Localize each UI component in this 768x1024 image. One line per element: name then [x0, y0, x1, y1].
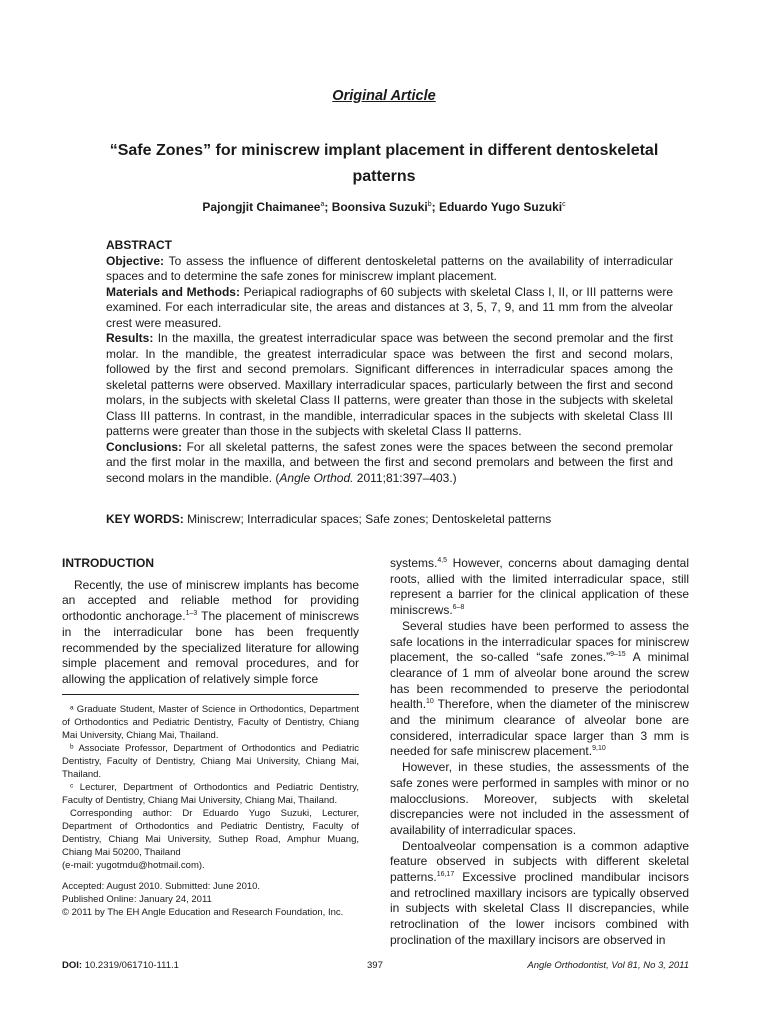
results-text: In the maxilla, the greatest interradicular space was between the second premolar and the first molar. In the mandible, the greatest interradicular space was between the first and second molars, followed by the first and second premolars. Significant differences in interradicular spaces among the skeletal patterns were observed. Maxillary interradicular spaces, particularly between the first and second molars, in the subjects with skeletal Class II patterns, were greater than those in the subjects with skeletal Class III patterns. In contrast, in the mandible, interradicular spaces in the subjects with skeletal Class III patterns were greater than those in the subjects with skeletal Class II patterns. — [106, 331, 673, 438]
abstract — [106, 238, 673, 486]
intro-text: Recently, the use of miniscrew implants has become an accepted and reliable method for providing orthodontic anchorage. — [62, 577, 359, 624]
author-affiliation-mark: c — [562, 201, 566, 208]
body-text: Dentoalveolar compensation is a common adaptive feature observed in subjects with different skeletal patterns. — [390, 838, 689, 885]
corresponding-email: (e-mail: yugotmdu@hotmail.com). — [62, 860, 205, 871]
body-paragraph — [390, 839, 689, 949]
body-paragraph — [390, 619, 689, 760]
left-column — [62, 556, 359, 688]
methods-label: Materials and Methods: — [106, 284, 240, 299]
methods-text: Periapical radiographs of 60 subjects with skeletal Class I, II, or III patterns were examined. For each interradicular site, the areas and distances at 3, 5, 7, 9, and 11 mm from the alveolar crest were measured. — [106, 284, 673, 330]
body-text: Excessive proclined mandibular incisors and retroclined maxillary incisors are typically observed in subjects with skeletal Class II discrepancies, while retroclination of the lower incisors combined with proclination of the maxillary incisors are observed in — [390, 870, 689, 947]
body-text: However, concerns about damaging dental roots, allied with the limited interradicular space, still represent a barrier for the clinical application of these miniscrews. — [390, 556, 689, 618]
footnote-b: ᵇ Associate Professor, Department of Orthodontics and Pediatric Dentistry, Faculty of Dentistry, Chiang Mai University, Chiang Mai, Thailand. — [62, 743, 359, 780]
footnote-gap — [62, 872, 359, 880]
citation-ref: 9–15 — [610, 651, 626, 659]
article-title: “Safe Zones” for miniscrew implant placement in different dentoskeletal patterns — [109, 142, 659, 185]
citation-ref: 6–8 — [452, 604, 465, 612]
abstract-objective — [106, 254, 673, 285]
introduction-heading: INTRODUCTION — [62, 556, 154, 570]
footnote-c: ᶜ Lecturer, Department of Orthodontics and Pediatric Dentistry, Faculty of Dentistry, Chiang Mai University, Chiang Mai, Thailand. — [62, 782, 359, 806]
accepted-dates: Accepted: August 2010. Submitted: June 2010. — [62, 881, 261, 892]
doi-label: DOI: — [62, 960, 83, 971]
author-separator: ; — [324, 200, 332, 214]
results-label: Results: — [106, 331, 154, 345]
citation-ref: 1–3 — [185, 610, 198, 618]
objective-text: To assess the influence of different dentoskeletal patterns on the availability of interradicular spaces and to determine the safe zones for miniscrew implant placement. — [106, 253, 673, 283]
journal-citation: Angle Orthodontist, Vol 81, No 3, 2011 — [527, 960, 689, 971]
abstract-conclusions — [106, 440, 673, 487]
intro-text: The placement of miniscrews in the interradicular bone has been frequently recommended by the specialized literature for allowing simple placement and removal procedures, and for allowing the application of relatively simple force — [62, 609, 359, 686]
citation-ref: 4,5 — [437, 557, 448, 564]
keywords — [106, 512, 673, 527]
author-name: Eduardo Yugo Suzuki — [438, 200, 563, 214]
citation-ref: 16,17 — [436, 871, 455, 879]
footnote-divider — [62, 694, 359, 695]
intro-paragraph — [62, 578, 359, 688]
article-type: Original Article — [332, 88, 436, 104]
abstract-methods — [106, 285, 673, 332]
author-affiliation-mark: a — [320, 201, 325, 208]
right-column — [390, 556, 689, 949]
body-paragraph — [390, 556, 689, 619]
page-number: 397 — [367, 960, 383, 971]
citation-ref: 10 — [426, 698, 434, 706]
body-text: A minimal clearance of 1 mm of alveolar bone around the screw has been recommended to preserve the periodontal health. — [390, 650, 689, 712]
body-text: Several studies have been performed to assess the safe locations in the interradicular spaces for miniscrew placement, the so-called “safe zones.” — [390, 618, 689, 665]
footnotes — [62, 703, 359, 919]
copyright-notice: © 2011 by The EH Angle Education and Research Foundation, Inc. — [62, 907, 344, 918]
abstract-results — [106, 331, 673, 440]
citation-journal: Angle Orthod. — [279, 470, 354, 485]
footnote-a: ᵃ Graduate Student, Master of Science in Orthodontics, Department of Orthodontics and Pediatric Dentistry, Faculty of Dentistry, Chiang Mai University, Chiang Mai, Thailand. — [62, 704, 359, 741]
citation-ref: 9,10 — [592, 745, 606, 753]
author-affiliation-mark: b — [427, 201, 432, 208]
objective-label: Objective: — [106, 253, 165, 268]
published-date: Published Online: January 24, 2011 — [62, 894, 212, 905]
conclusions-text: For all skeletal patterns, the safest zones were the spaces between the second premolar and the first molar in the maxilla, and between the first and second premolars and between the first and second molars in the mandible. ( — [106, 439, 673, 485]
author-name: Boonsiva Suzuki — [331, 200, 428, 214]
author-separator: ; — [431, 200, 439, 214]
conclusions-label: Conclusions: — [106, 439, 183, 454]
abstract-heading: ABSTRACT — [106, 238, 172, 252]
keywords-label: KEY WORDS: — [106, 512, 184, 526]
corresponding-author: Corresponding author: Dr Eduardo Yugo Suzuki, Lecturer, Department of Orthodontics and Pediatric Dentistry, Faculty of Dentistry, Chiang Mai University, Suthep Road, Amphur Muang, Chiang Mai 50200, Thailand — [62, 808, 359, 858]
author-list — [0, 200, 768, 214]
author-name: Pajongjit Chaimanee — [202, 200, 321, 214]
keywords-text: Miniscrew; Interradicular spaces; Safe zones; Dentoskeletal patterns — [183, 512, 552, 526]
body-paragraph: However, in these studies, the assessments of the safe zones were performed in samples with minor or no malocclusions. Moreover, subjects with skeletal discrepancies were not included in the assessment of availability of interradicular spaces. — [390, 760, 689, 837]
citation-details: 2011;81:397–403.) — [353, 470, 457, 485]
body-text: Therefore, when the diameter of the miniscrew and the minimum clearance of alveolar bone are considered, interradicular space larger than 3 mm is needed for safe miniscrew placement. — [390, 697, 689, 759]
body-text: systems. — [390, 556, 438, 570]
doi — [62, 960, 179, 971]
doi-value: 10.2319/061710-111.1 — [82, 960, 179, 971]
